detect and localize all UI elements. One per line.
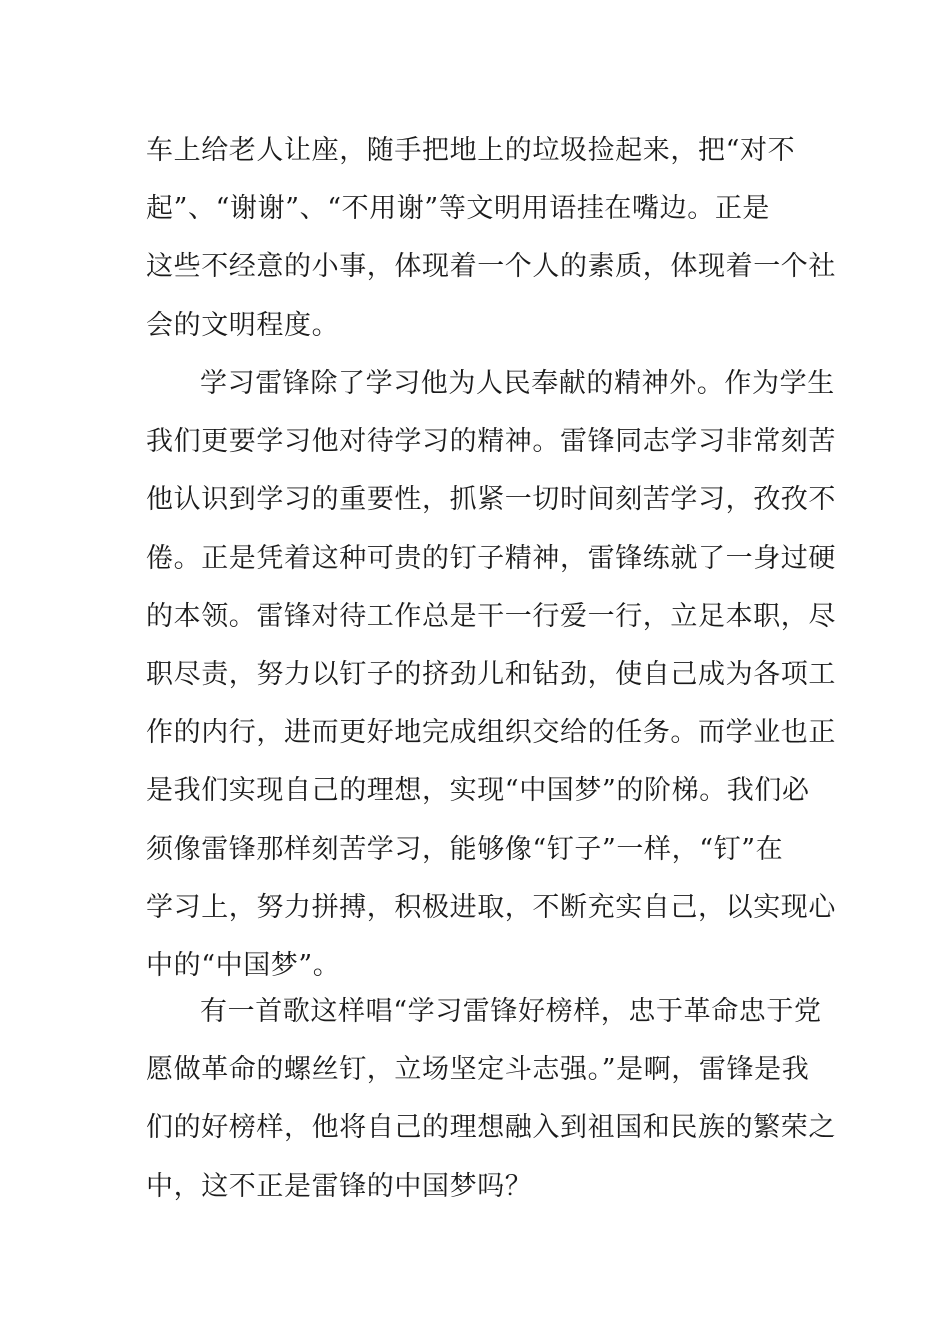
text-line: 会的文明程度。	[146, 309, 340, 341]
text-line: 们的好榜样，他将自己的理想融入到祖国和民族的繁荣之	[146, 1112, 836, 1144]
text-line: 职尽责，努力以钉子的挤劲儿和钻劲，使自己成为各项工	[146, 658, 836, 690]
text-line: 中的“中国梦”。	[146, 949, 341, 981]
text-line: 我们更要学习他对待学习的精神。雷锋同志学习非常刻苦	[146, 426, 836, 458]
text-line: 车上给老人让座，随手把地上的垃圾捡起来，把“对不	[146, 135, 796, 166]
paragraph-1	[146, 122, 836, 355]
text-line: 他认识到学习的重要性，抓紧一切时间刻苦学习，孜孜不	[146, 484, 836, 516]
text-line: 起”、“谢谢”、“不用谢”等文明用语挂在嘴边。正是	[146, 193, 771, 225]
paragraph-3	[146, 983, 836, 1216]
text-line: 学习雷锋除了学习他为人民奉献的精神外。作为学生	[200, 368, 835, 399]
text-line: 须像雷锋那样刻苦学习，能够像“钉子”一样，“钉”在	[146, 833, 784, 865]
text-line: 作的内行，进而更好地完成组织交给的任务。而学业也正	[146, 717, 836, 749]
text-line: 的本领。雷锋对待工作总是干一行爱一行，立足本职，尽	[146, 600, 836, 632]
paragraph-2	[146, 355, 836, 995]
text-line: 是我们实现自己的理想，实现“中国梦”的阶梯。我们必	[146, 775, 810, 807]
text-line: 有一首歌这样唱“学习雷锋好榜样，忠于革命忠于党	[200, 996, 822, 1027]
text-line: 中，这不正是雷锋的中国梦吗？	[146, 1170, 533, 1202]
text-line: 这些不经意的小事，体现着一个人的素质，体现着一个社	[146, 251, 836, 283]
text-line: 倦。正是凭着这种可贵的钉子精神，雷锋练就了一身过硬	[146, 542, 836, 574]
text-line: 学习上，努力拼搏，积极进取，不断充实自己，以实现心	[146, 891, 836, 923]
text-line: 愿做革命的螺丝钉，立场坚定斗志强。”是啊，雷锋是我	[146, 1054, 810, 1086]
